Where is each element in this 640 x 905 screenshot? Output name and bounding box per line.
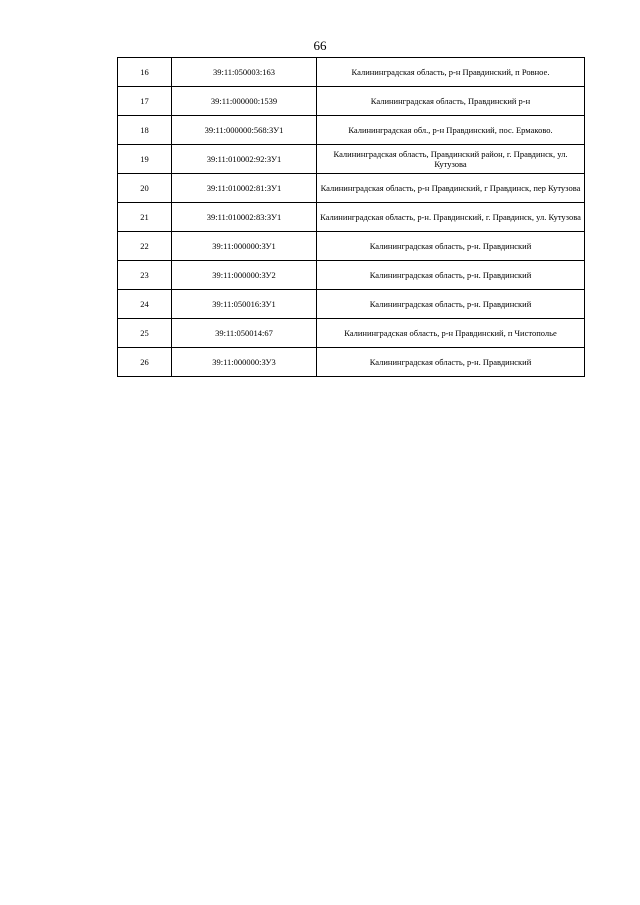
row-number-cell: 21 [118, 203, 172, 232]
address-cell: Калининградская область, р-н Правдинский, п Чистополье [317, 319, 585, 348]
address-cell: Калининградская область, р-н. Правдинский [317, 348, 585, 377]
cadastral-number-cell: 39:11:000000:ЗУ3 [172, 348, 317, 377]
row-number-cell: 20 [118, 174, 172, 203]
row-number-cell: 19 [118, 145, 172, 174]
cadastral-number-cell: 39:11:050003:163 [172, 58, 317, 87]
row-number-cell: 24 [118, 290, 172, 319]
table-row [118, 261, 585, 290]
address-cell: Калининградская область, Правдинский район, г. Правдинск, ул. Кутузова [317, 145, 585, 174]
table-row [118, 203, 585, 232]
row-number-cell: 17 [118, 87, 172, 116]
address-cell: Калининградская область, р-н. Правдинский [317, 290, 585, 319]
row-number-cell: 26 [118, 348, 172, 377]
row-number-cell: 22 [118, 232, 172, 261]
table-row [118, 232, 585, 261]
cadastral-number-cell: 39:11:050014:67 [172, 319, 317, 348]
address-cell: Калининградская область, р-н Правдинский, п Ровное. [317, 58, 585, 87]
table-row [118, 58, 585, 87]
cadastral-number-cell: 39:11:010002:83:ЗУ1 [172, 203, 317, 232]
cadastral-number-cell: 39:11:000000:ЗУ2 [172, 261, 317, 290]
cadastral-number-cell: 39:11:000000:1539 [172, 87, 317, 116]
address-cell: Калининградская область, р-н. Правдинский [317, 261, 585, 290]
table-row [118, 174, 585, 203]
table-row [118, 87, 585, 116]
address-cell: Калининградская область, р-н. Правдинский, г. Правдинск, ул. Кутузова [317, 203, 585, 232]
table-row [118, 348, 585, 377]
row-number-cell: 18 [118, 116, 172, 145]
cadastral-number-cell: 39:11:000000:568:ЗУ1 [172, 116, 317, 145]
row-number-cell: 23 [118, 261, 172, 290]
address-cell: Калининградская область, Правдинский р-н [317, 87, 585, 116]
cadastral-number-cell: 39:11:010002:81:ЗУ1 [172, 174, 317, 203]
address-cell: Калининградская область, р-н. Правдинский [317, 232, 585, 261]
address-cell: Калининградская обл., р-н Правдинский, пос. Ермаково. [317, 116, 585, 145]
table-row [118, 145, 585, 174]
row-number-cell: 16 [118, 58, 172, 87]
table-row [118, 290, 585, 319]
cadastral-number-cell: 39:11:010002:92:ЗУ1 [172, 145, 317, 174]
address-cell: Калининградская область, р-н Правдинский, г Правдинск, пер Кутузова [317, 174, 585, 203]
table-row [118, 319, 585, 348]
cadastral-number-cell: 39:11:000000:ЗУ1 [172, 232, 317, 261]
cadastral-number-cell: 39:11:050016:ЗУ1 [172, 290, 317, 319]
row-number-cell: 25 [118, 319, 172, 348]
land-plot-table [117, 57, 585, 377]
page-number: 66 [313, 38, 327, 53]
table-row [118, 116, 585, 145]
